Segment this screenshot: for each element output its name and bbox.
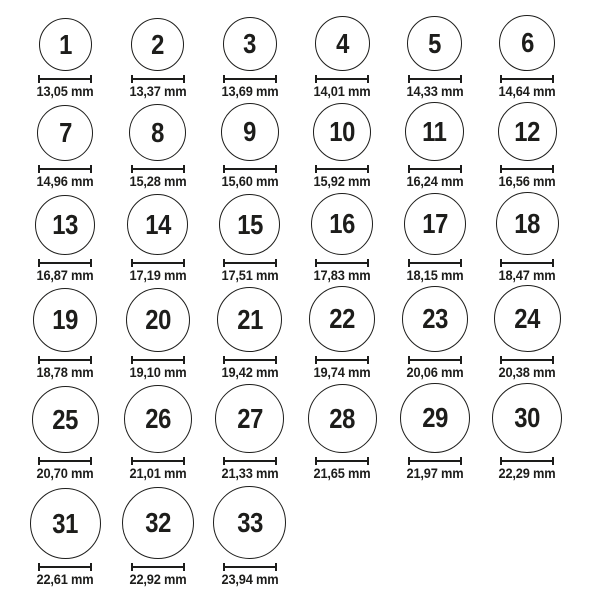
ring-circle: [126, 288, 190, 352]
diameter-label: 20,38 mm: [498, 365, 556, 380]
ring-circle: [313, 103, 371, 161]
diameter-dimension-line: [38, 259, 92, 267]
ring-size-number: 22: [329, 303, 356, 334]
ring-size-number: 27: [237, 402, 263, 434]
ring-circle: [404, 193, 466, 255]
ring-size-cell: [111, 481, 203, 587]
ring-size-number: 32: [144, 507, 171, 538]
ring-circle: [402, 286, 468, 352]
diameter-label: 13,05 mm: [36, 84, 94, 99]
ring-size-cell: [111, 99, 203, 189]
diameter-label: 16,24 mm: [406, 174, 464, 189]
diameter-label: 14,33 mm: [406, 84, 464, 99]
ring-size-number: 8: [151, 116, 164, 148]
ring-size-number: 6: [520, 27, 534, 58]
ring-circle: [315, 16, 370, 71]
ring-circle: [217, 287, 282, 352]
ring-size-number: 24: [514, 302, 540, 334]
diameter-dimension-line: [38, 457, 92, 465]
diameter-dimension-line: [223, 75, 277, 83]
ring-circle: [124, 385, 192, 453]
ring-circle: [223, 17, 277, 71]
ring-circle: [308, 384, 377, 453]
ring-circle: [400, 383, 470, 453]
ring-size-number: 13: [52, 209, 79, 240]
diameter-dimension-line: [223, 165, 277, 173]
ring-size-cell: [204, 14, 296, 99]
ring-size-number: 21: [237, 303, 263, 335]
diameter-dimension-line: [500, 457, 554, 465]
diameter-dimension-line: [500, 165, 554, 173]
diameter-label: 16,87 mm: [36, 268, 94, 283]
ring-size-number: 18: [514, 207, 540, 239]
ring-size-cell: [389, 380, 481, 481]
ring-size-cell: [296, 14, 388, 99]
ring-size-number: 7: [58, 117, 72, 148]
diameter-label: 19,42 mm: [221, 365, 279, 380]
diameter-dimension-line: [131, 563, 185, 571]
chart-row: [19, 380, 575, 481]
diameter-label: 17,83 mm: [313, 268, 371, 283]
ring-size-cell: [19, 99, 111, 189]
ring-size-number: 33: [237, 506, 263, 538]
ring-size-number: 16: [329, 208, 356, 239]
ring-circle: [39, 18, 92, 71]
ring-size-number: 31: [52, 507, 79, 539]
diameter-label: 15,92 mm: [313, 174, 371, 189]
diameter-dimension-line: [223, 563, 277, 571]
diameter-dimension-line: [408, 75, 462, 83]
ring-size-number: 28: [329, 402, 356, 434]
diameter-label: 18,15 mm: [406, 268, 464, 283]
ring-size-cell: [481, 380, 573, 481]
diameter-dimension-line: [315, 165, 369, 173]
ring-circle: [221, 103, 279, 161]
ring-circle: [407, 16, 462, 71]
diameter-dimension-line: [408, 356, 462, 364]
ring-size-cell: [19, 283, 111, 380]
ring-size-number: 20: [144, 304, 171, 335]
ring-size-number: 19: [52, 304, 79, 335]
ring-size-number: 17: [421, 208, 448, 239]
ring-size-cell: [481, 283, 573, 380]
ring-circle: [122, 487, 194, 559]
ring-size-cell: [204, 189, 296, 283]
diameter-dimension-line: [315, 356, 369, 364]
chart-row: [19, 481, 575, 587]
ring-circle: [498, 102, 557, 161]
ring-circle: [309, 286, 375, 352]
ring-size-cell: [19, 481, 111, 587]
diameter-label: 18,78 mm: [36, 365, 94, 380]
diameter-dimension-line: [38, 563, 92, 571]
diameter-label: 14,64 mm: [498, 84, 556, 99]
ring-size-number: 10: [329, 116, 356, 147]
diameter-dimension-line: [315, 457, 369, 465]
ring-size-cell: [111, 189, 203, 283]
diameter-label: 23,94 mm: [221, 572, 279, 587]
ring-size-cell: [204, 380, 296, 481]
diameter-label: 20,70 mm: [36, 466, 94, 481]
ring-circle: [129, 104, 186, 161]
ring-size-cell: [389, 189, 481, 283]
ring-size-number: 1: [58, 28, 72, 60]
ring-size-number: 30: [514, 402, 540, 433]
ring-size-number: 12: [514, 115, 540, 147]
diameter-label: 13,37 mm: [129, 84, 187, 99]
diameter-label: 21,33 mm: [221, 466, 279, 481]
diameter-label: 18,47 mm: [498, 268, 556, 283]
diameter-dimension-line: [131, 457, 185, 465]
ring-size-cell: [296, 380, 388, 481]
ring-size-cell: [111, 283, 203, 380]
diameter-label: 19,74 mm: [313, 365, 371, 380]
diameter-label: 17,51 mm: [221, 268, 279, 283]
ring-size-cell: [481, 99, 573, 189]
diameter-label: 21,65 mm: [313, 466, 371, 481]
diameter-label: 22,61 mm: [36, 572, 94, 587]
ring-circle: [494, 285, 561, 352]
diameter-label: 13,69 mm: [221, 84, 279, 99]
ring-size-cell: [19, 189, 111, 283]
diameter-dimension-line: [500, 259, 554, 267]
ring-circle: [405, 102, 464, 161]
ring-circle: [215, 384, 284, 453]
diameter-label: 21,97 mm: [406, 466, 464, 481]
diameter-label: 19,10 mm: [129, 365, 187, 380]
chart-row: [19, 189, 575, 283]
diameter-label: 15,60 mm: [221, 174, 279, 189]
diameter-label: 20,06 mm: [406, 365, 464, 380]
diameter-dimension-line: [500, 356, 554, 364]
ring-circle: [33, 288, 97, 352]
ring-size-cell: [296, 283, 388, 380]
diameter-dimension-line: [315, 75, 369, 83]
diameter-dimension-line: [408, 457, 462, 465]
ring-size-cell: [204, 283, 296, 380]
ring-size-number: 5: [428, 27, 442, 59]
ring-circle: [30, 488, 101, 559]
ring-size-cell: [204, 99, 296, 189]
ring-circle: [127, 194, 188, 255]
diameter-dimension-line: [223, 259, 277, 267]
ring-size-number: 11: [422, 115, 447, 147]
diameter-label: 17,19 mm: [129, 268, 187, 283]
diameter-dimension-line: [408, 259, 462, 267]
ring-size-number: 25: [52, 403, 79, 435]
diameter-label: 21,01 mm: [129, 466, 187, 481]
diameter-label: 14,01 mm: [313, 84, 371, 99]
ring-circle: [499, 15, 555, 71]
ring-size-cell: [389, 14, 481, 99]
diameter-dimension-line: [131, 165, 185, 173]
ring-size-cell: [481, 189, 573, 283]
ring-circle: [496, 192, 559, 255]
chart-row: [19, 283, 575, 380]
ring-size-cell: [19, 380, 111, 481]
ring-circle: [311, 193, 373, 255]
ring-circle: [35, 195, 95, 255]
diameter-dimension-line: [223, 356, 277, 364]
ring-size-cell: [296, 99, 388, 189]
chart-row: [19, 14, 575, 99]
diameter-label: 16,56 mm: [498, 174, 556, 189]
diameter-dimension-line: [38, 165, 92, 173]
diameter-dimension-line: [38, 356, 92, 364]
ring-circle: [213, 486, 286, 559]
ring-size-number: 2: [151, 28, 164, 60]
diameter-dimension-line: [315, 259, 369, 267]
ring-size-number: 9: [243, 116, 257, 147]
diameter-dimension-line: [131, 75, 185, 83]
diameter-dimension-line: [131, 356, 185, 364]
ring-size-cell: [389, 283, 481, 380]
ring-size-cell: [111, 14, 203, 99]
diameter-dimension-line: [500, 75, 554, 83]
diameter-label: 22,92 mm: [129, 572, 187, 587]
ring-size-cell: [19, 14, 111, 99]
ring-circle: [219, 194, 280, 255]
diameter-dimension-line: [131, 259, 185, 267]
ring-size-number: 29: [421, 402, 448, 433]
diameter-dimension-line: [38, 75, 92, 83]
ring-circle: [492, 383, 562, 453]
ring-circle: [32, 386, 99, 453]
ring-circle: [37, 105, 93, 161]
ring-size-number: 14: [144, 208, 171, 240]
ring-size-cell: [481, 14, 573, 99]
diameter-dimension-line: [408, 165, 462, 173]
diameter-dimension-line: [223, 457, 277, 465]
diameter-label: 15,28 mm: [129, 174, 187, 189]
ring-size-number: 23: [421, 303, 448, 334]
diameter-label: 22,29 mm: [498, 466, 556, 481]
ring-size-cell: [389, 99, 481, 189]
ring-size-cell: [296, 189, 388, 283]
chart-row: [19, 99, 575, 189]
diameter-label: 14,96 mm: [36, 174, 94, 189]
ring-size-number: 26: [144, 403, 171, 434]
ring-size-cell: [204, 481, 296, 587]
ring-size-number: 3: [243, 28, 257, 59]
ring-size-number: 4: [335, 27, 349, 59]
ring-size-cell: [111, 380, 203, 481]
ring-circle: [131, 18, 184, 71]
ring-size-number: 15: [237, 208, 263, 240]
